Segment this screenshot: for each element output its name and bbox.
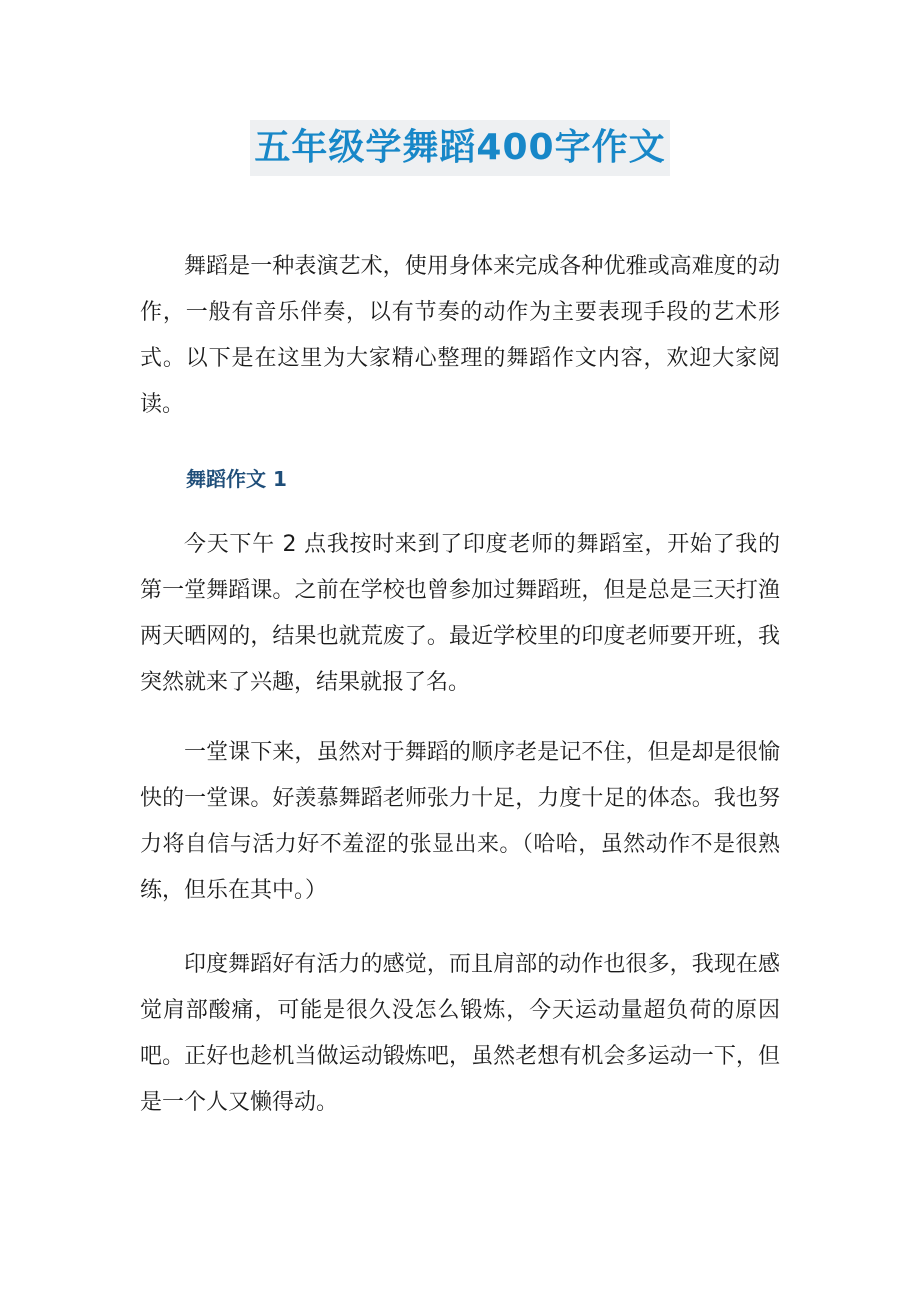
body-paragraph-3: 印度舞蹈好有活力的感觉，而且肩部的动作也很多，我现在感觉肩部酸痛，可能是很久没怎么锻炼，今天运动量超负荷的原因吧。正好也趁机当做运动锻炼吧，虽然老想有机会多运动一下，但是一个人又懒得动。	[140, 952, 780, 1115]
body-paragraph-1: 今天下午 2 点我按时来到了印度老师的舞蹈室，开始了我的第一堂舞蹈课。之前在学校也曾参加过舞蹈班，但是总是三天打渔两天晒网的，结果也就荒废了。最近学校里的印度老师要开班，我突然就来了兴趣，结果就报了名。	[140, 532, 780, 695]
title-container	[0, 120, 920, 176]
body-paragraph-2: 一堂课下来，虽然对于舞蹈的顺序老是记不住，但是却是很愉快的一堂课。好羡慕舞蹈老师张力十足，力度十足的体态。我也努力将自信与活力好不羞涩的张显出来。（哈哈，虽然动作不是很熟练，但乐在其中。）	[140, 740, 780, 903]
intro-paragraph: 舞蹈是一种表演艺术，使用身体来完成各种优雅或高难度的动作，一般有音乐伴奏，以有节奏的动作为主要表现手段的艺术形式。以下是在这里为大家精心整理的舞蹈作文内容，欢迎大家阅读。	[140, 254, 780, 417]
section-heading: 舞蹈作文 1	[186, 467, 287, 491]
page-title: 五年级学舞蹈400字作文	[250, 120, 669, 176]
